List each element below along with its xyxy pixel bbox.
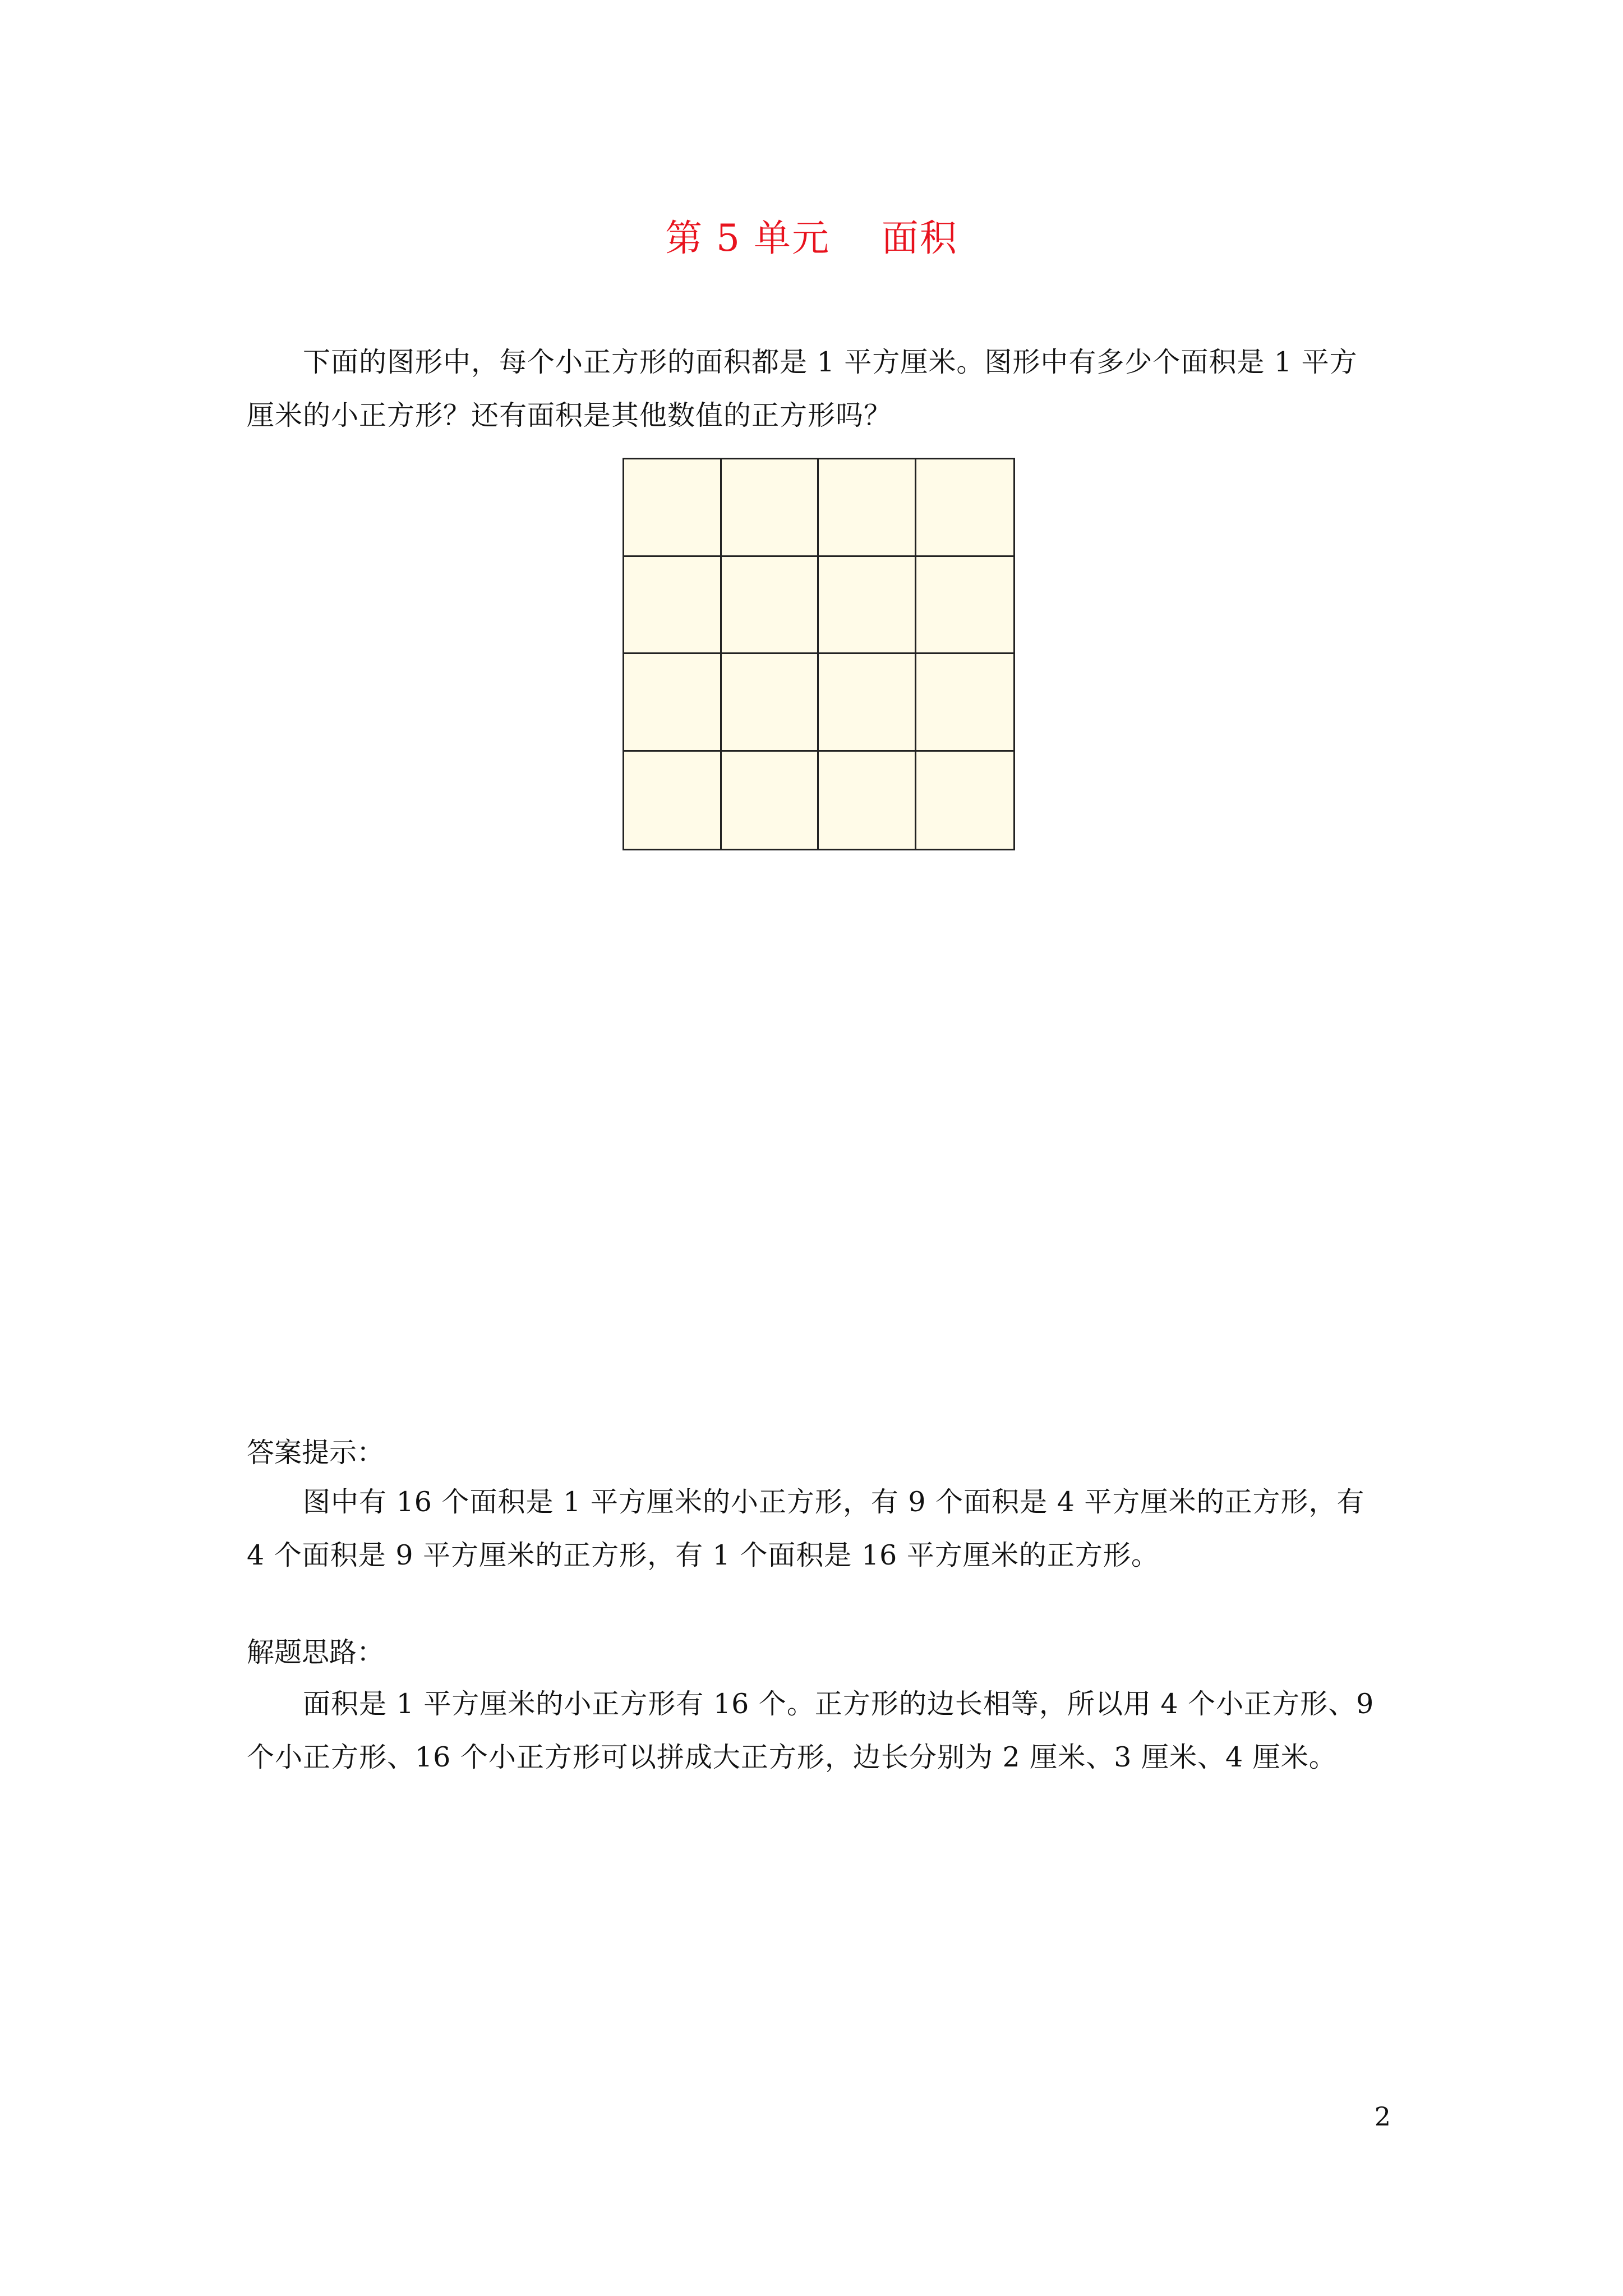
grid-cell <box>624 557 722 655</box>
grid-cell <box>624 459 722 557</box>
grid-cell <box>819 752 916 849</box>
grid-cell <box>819 459 916 557</box>
grid-cell <box>916 459 1014 557</box>
page-number: 2 <box>1374 2101 1391 2132</box>
grid-cell <box>916 557 1014 655</box>
grid-cell <box>916 752 1014 849</box>
solution-approach-label: 解题思路： <box>247 1636 385 1668</box>
answer-label: 答案提示： <box>247 1437 385 1469</box>
unit-title: 第 5 单元 面积 <box>665 217 958 260</box>
answer-text: 图中有 16 个面积是 1 平方厘米的小正方形，有 9 个面积是 4 平方厘米的正方形，有 4 个面积是 9 平方厘米的正方形，有 1 个面积是 16 平方厘米的正方形。 <box>247 1486 1365 1571</box>
square-grid-figure <box>623 458 1015 850</box>
grid-cell <box>722 557 819 655</box>
question-text: 下面的图形中，每个小正方形的面积都是 1 平方厘米。图形中有多少个面积是 1 平方厘米的小正方形？还有面积是其他数值的正方形吗？ <box>247 346 1358 431</box>
grid-cell <box>722 459 819 557</box>
grid-cell <box>916 654 1014 752</box>
grid-cell <box>624 752 722 849</box>
solution-approach-text: 面积是 1 平方厘米的小正方形有 16 个。正方形的边长相等，所以用 4 个小正方形、9 个小正方形、16 个小正方形可以拼成大正方形，边长分别为 2 厘米、3 厘米、4 厘米。 <box>247 1688 1375 1773</box>
grid-cell <box>722 752 819 849</box>
grid-cell <box>624 654 722 752</box>
grid-cell <box>819 654 916 752</box>
grid-cell <box>722 654 819 752</box>
grid-cell <box>819 557 916 655</box>
